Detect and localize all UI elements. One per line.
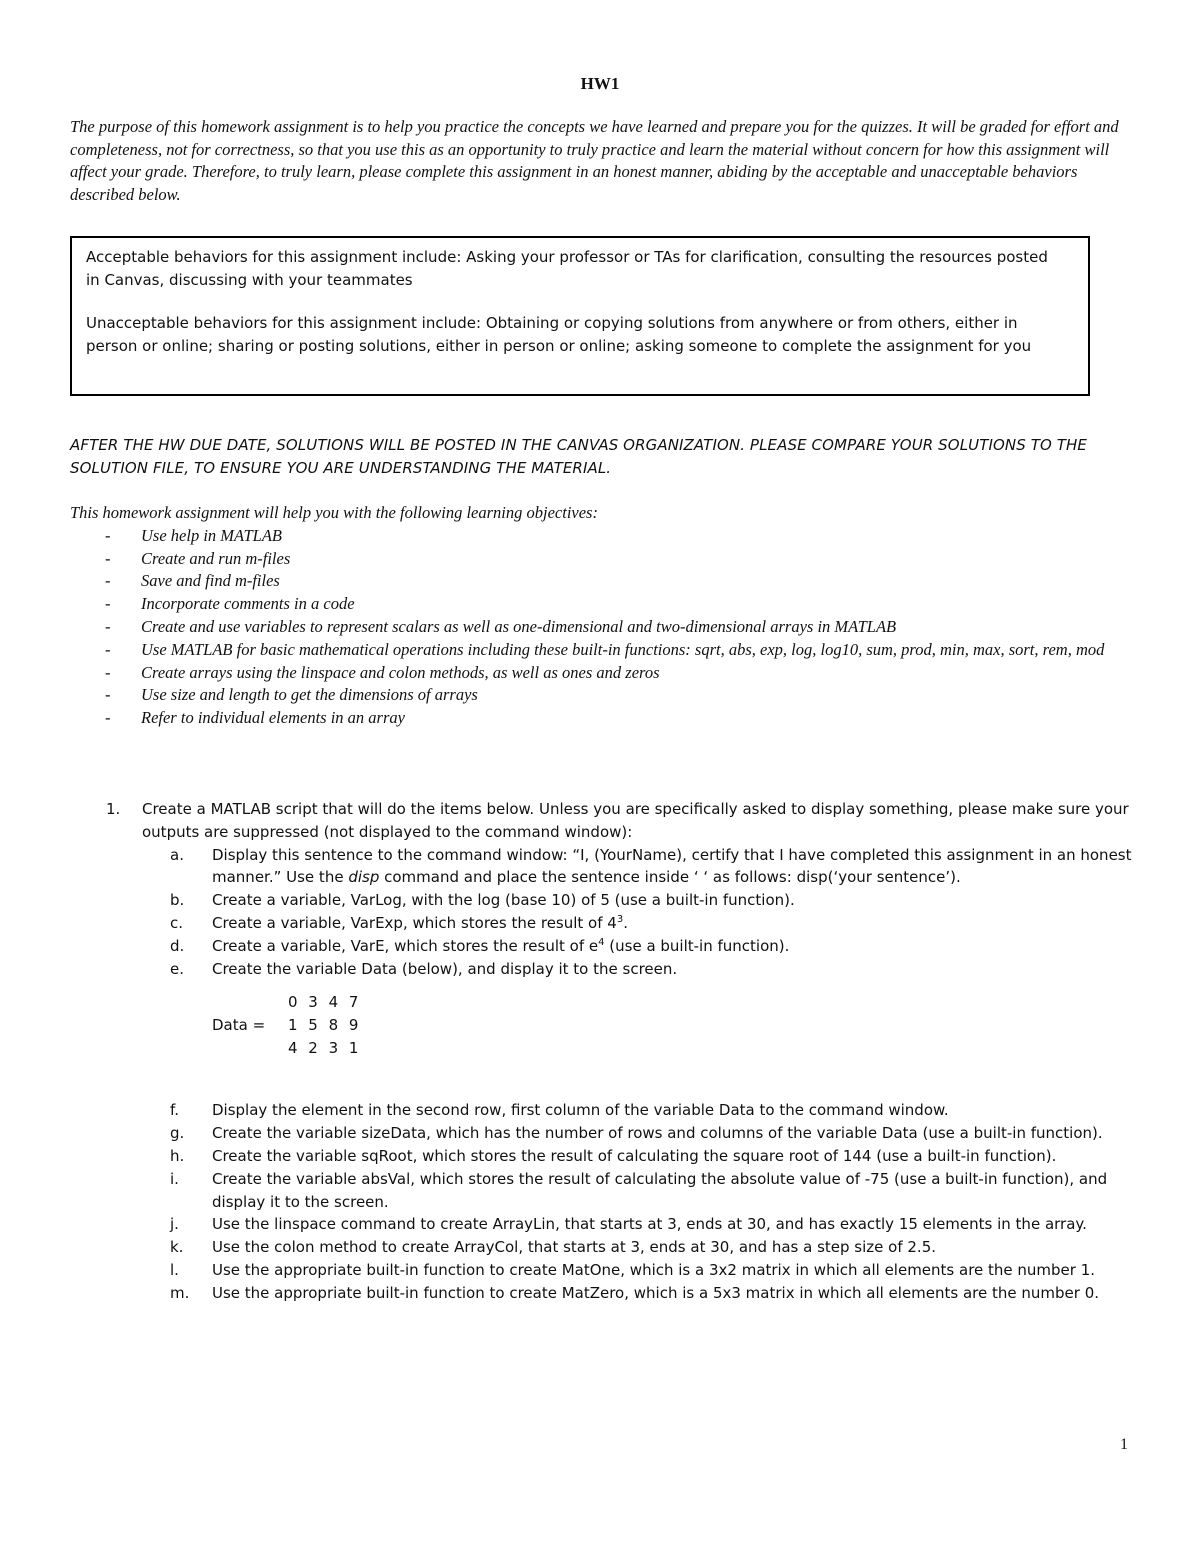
objectives-list bbox=[70, 525, 1132, 730]
matrix-row: 0 3 4 7 bbox=[288, 993, 362, 1012]
task-intro: Create a MATLAB script that will do the items below. Unless you are specifically asked to display something, please make sure your outputs are suppressed (not displayed to the command window): bbox=[142, 800, 1129, 841]
behavior-policy-box bbox=[70, 236, 1090, 396]
page-title: HW1 bbox=[580, 74, 620, 93]
solutions-notice: AFTER THE HW DUE DATE, SOLUTIONS WILL BE POSTED IN THE CANVAS ORGANIZATION. PLEASE COMPARE YOUR SOLUTIONS TO THE SOLUTION FILE, TO ENSURE YOU ARE UNDERSTANDING THE MATERIAL. bbox=[70, 436, 1087, 477]
subtask-l: l. Use the appropriate built-in function to create MatOne, which is a 3x2 matrix in which all elements are the number 1. bbox=[170, 1260, 1096, 1279]
list-item: - Refer to individual elements in an array bbox=[105, 708, 405, 728]
page-number: 1 bbox=[1120, 1436, 1128, 1453]
list-item: - Use help in MATLAB bbox=[105, 525, 282, 545]
list-item: - Save and find m-files bbox=[105, 571, 280, 591]
list-item: - Create arrays using the linspace and colon methods, as well as ones and zeros bbox=[105, 662, 660, 682]
subtask-b: b. Create a variable, VarLog, with the log (base 10) of 5 (use a built-in function). bbox=[170, 891, 795, 910]
acceptable-behaviors: Acceptable behaviors for this assignment include: Asking your professor or TAs for clarification, consulting the resources posted in Canvas, discussing with your teammates bbox=[86, 248, 1048, 289]
subtask-e: e. Create the variable Data (below), and display it to the screen. bbox=[170, 959, 678, 978]
task-1 bbox=[106, 798, 1136, 1305]
data-matrix bbox=[212, 991, 1136, 1083]
subtask-h: h. Create the variable sqRoot, which stores the result of calculating the square root of 144 (use a built-in function). bbox=[170, 1146, 1057, 1165]
list-item: - Use size and length to get the dimensions of arrays bbox=[105, 685, 478, 705]
subtask-a: a. Display this sentence to the command window: “I, (YourName), certify that I have completed this assignment in an honest manner.” Use the disp command and place the sentence inside ‘ ‘ as follows: disp(‘your sentence’). bbox=[170, 845, 1132, 887]
list-item: - Use MATLAB for basic mathematical operations including these built-in functions: sqrt, abs, exp, log, log10, sum, prod, min, max, sort, rem, mod bbox=[105, 639, 1105, 659]
objectives-intro: This homework assignment will help you with the following learning objectives: bbox=[70, 503, 598, 522]
task-number: 1. bbox=[106, 800, 121, 818]
data-matrix-label: Data = bbox=[212, 1016, 266, 1035]
subtask-k: k. Use the colon method to create ArrayCol, that starts at 3, ends at 30, and has a step size of 2.5. bbox=[170, 1238, 936, 1257]
purpose-paragraph: The purpose of this homework assignment is to help you practice the concepts we have learned and prepare you for the quizzes. It will be graded for effort and completeness, not for correctness, so that you use this as an opportunity to truly practice and learn the material without concern for how this assignment will affect your grade. Therefore, to truly learn, please complete this assignment in an honest manner, abiding by the acceptable and unacceptable behaviors described below. bbox=[70, 117, 1119, 204]
subtask-j: j. Use the linspace command to create ArrayLin, that starts at 3, ends at 30, and has exactly 15 elements in the array. bbox=[170, 1215, 1087, 1234]
list-item: - Incorporate comments in a code bbox=[105, 594, 355, 614]
subtask-f: f. Display the element in the second row, first column of the variable Data to the command window. bbox=[170, 1101, 949, 1120]
learning-objectives bbox=[70, 502, 1132, 730]
list-item: - Create and use variables to represent scalars as well as one-dimensional and two-dimensional arrays in MATLAB bbox=[105, 616, 897, 636]
matrix-row: 1 5 8 9 bbox=[288, 1016, 362, 1035]
subtask-i: i. Create the variable absVal, which stores the result of calculating the absolute value of -75 (use a built-in function), and display it to the screen. bbox=[170, 1169, 1108, 1211]
list-item: - Create and run m-files bbox=[105, 548, 291, 568]
matrix-row: 4 2 3 1 bbox=[288, 1039, 362, 1058]
subtask-g: g. Create the variable sizeData, which has the number of rows and columns of the variable Data (use a built-in function). bbox=[170, 1124, 1103, 1143]
subtask-c: c. Create a variable, VarExp, which stores the result of $4^3$. bbox=[170, 913, 628, 932]
unacceptable-behaviors: Unacceptable behaviors for this assignment include: Obtaining or copying solutions from anywhere or from others, either in person or online; sharing or posting solutions, either in person or online; asking someone to complete the assignment for you bbox=[86, 314, 1032, 355]
subtask-m: m. Use the appropriate built-in function to create MatZero, which is a 5x3 matrix in which all elements are the number 0. bbox=[170, 1283, 1100, 1302]
subtask-d: d. Create a variable, VarE, which stores the result of $e^4$ (use a built-in function). bbox=[170, 936, 790, 955]
